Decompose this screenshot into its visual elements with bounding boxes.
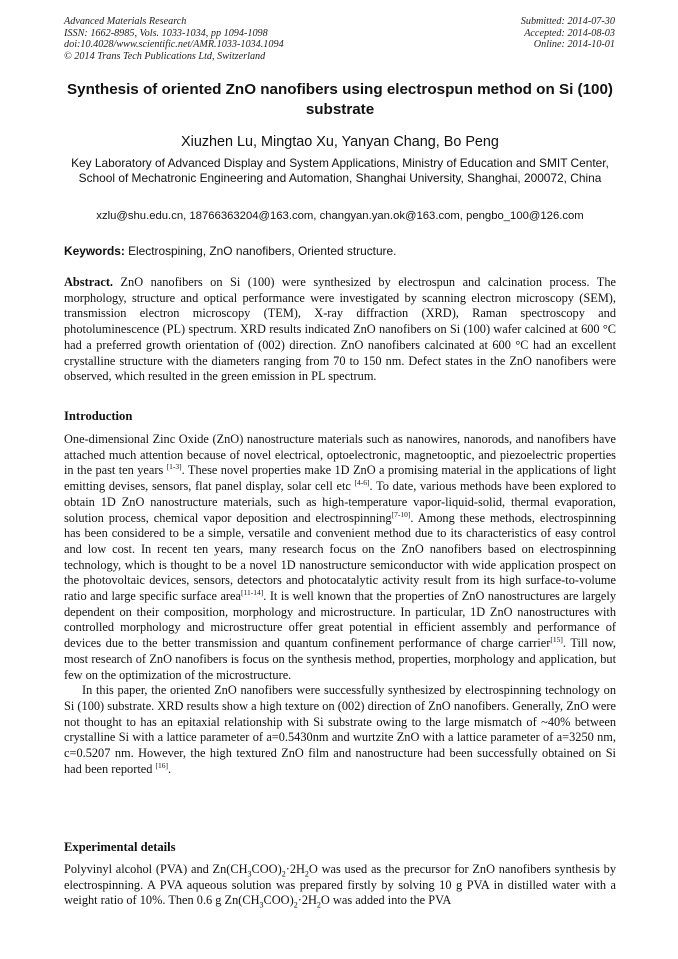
author-affiliation: Key Laboratory of Advanced Display and System Applications, Ministry of Education and SMIT Center, School of Mechatronic Engineering and Automation, Shanghai University, Shanghai, 200072, China	[71, 156, 609, 186]
citation: [7-10]	[391, 509, 411, 519]
text-run: COO)	[263, 893, 294, 908]
text-run: .	[168, 761, 172, 776]
introduction-paragraph-1	[64, 432, 616, 683]
text-run: . It is well known that the properties of ZnO nanostructures are largely dependent on their composition, morphology and microstructure. In particular, 1D ZnO nanostructures with controlled morphology and microstructure offer great potential in efficient assembly and performance of devices due to the better transmission and quantum confinement performance of charge carrier	[64, 589, 616, 651]
introduction-heading: Introduction	[64, 409, 133, 423]
experimental-body	[64, 862, 616, 909]
abstract-text: ZnO nanofibers on Si (100) were synthesized by electrospun and calcination process. The morphology, structure and optical performance were investigated by scanning electron microscopy (SEM), transmission electron microscopy (TEM), X-ray diffraction (XRD), Raman spectroscopy and photoluminescence (PL) spectrum. XRD results indicated ZnO nanofibers on Si (100) wafer calcined at 600 °C had a preferred growth orientation of (002) direction. ZnO nanofibers calcinated at 600 °C had an excellent crystalline structure with the diameters ranging from 70 to 150 nm. Defect states in the ZnO nanofibers were observed, which resulted in the green emission in PL spectrum.	[64, 275, 616, 384]
journal-doi: doi:10.4028/www.scientific.net/AMR.1033-1034.1094	[64, 39, 284, 51]
citation: [1-3]	[166, 462, 182, 472]
online-date: Online: 2014-10-01	[533, 39, 615, 51]
citation: [16]	[155, 760, 169, 770]
abstract	[64, 275, 616, 385]
text-run: . Among these methods, electrospinning has been considered to be a simple, versatile and convenient method due to its characteristics of easy control and low cost. In recent ten years, many research focus on the ZnO nanofibers based on electrospinning technology, which is thought to be a novel 1D nanostructure semiconductor with wide application prospect on the photovoltaic devices, sensors, detectors and photocatalytic activity result from its high surface-to-volume ratio and large specific surface area	[64, 510, 616, 604]
experimental-heading: Experimental details	[64, 840, 176, 854]
text-run: One-dimensional Zinc Oxide (ZnO) nanostructure materials such as nanowires, nanorods, and nanofibers have attached much attention because of novel electrical, optoelectronic, magnetooptic, and piezoelectric properties in the past ten years	[64, 432, 616, 478]
subscript: 2	[281, 869, 286, 879]
abstract-label: Abstract.	[64, 275, 114, 289]
text-run: O was added into the PVA	[320, 893, 452, 908]
subscript: 2	[293, 900, 298, 910]
subscript: 3	[259, 900, 264, 910]
journal-name: Advanced Materials Research	[64, 16, 187, 27]
paper-authors: Xiuzhen Lu, Mingtao Xu, Yanyan Chang, Bo Peng	[181, 134, 499, 150]
accepted-date: Accepted: 2014-08-03	[524, 27, 615, 39]
subscript: 3	[247, 869, 252, 879]
introduction-body	[64, 432, 616, 777]
text-run: Polyvinyl alcohol (PVA) and Zn(CH	[64, 862, 248, 876]
keywords-label: Keywords:	[64, 244, 125, 258]
text-run: In this paper, the oriented ZnO nanofibers were successfully synthesized by electrospinning technology on Si (100) substrate. XRD results show a high texture on (002) direction of ZnO nanofibers. Generally, ZnO were not thought to has an epitaxial relationship with Si substrate owing to the large mismatch of ~40% between crystalline Si with a lattice parameter of a=0.5430nm and wurtzite ZnO with a lattice parameter of a=3250 nm, c=0.5207 nm. However, the high textured ZnO film and nanostructure had been successfully obtained on Si had been reported	[64, 683, 616, 776]
keywords-text: Electrospining, ZnO nanofibers, Oriented structure.	[124, 244, 397, 258]
author-emails: xzlu@shu.edu.cn, 18766363204@163.com, changyan.yan.ok@163.com, pengbo_100@126.com	[96, 210, 584, 222]
text-run: ·2H	[285, 862, 305, 876]
text-run: . Till now, most research of ZnO nanofibers is focus on the synthesis method, properties, morphology and application, but few on the optimization of the microstructure.	[64, 636, 616, 682]
journal-copyright: © 2014 Trans Tech Publications Ltd, Switzerland	[64, 50, 266, 62]
subscript: 2	[316, 900, 321, 910]
citation: [11-14]	[241, 587, 264, 597]
journal-info	[64, 16, 284, 62]
subscript: 2	[304, 869, 309, 879]
text-run: . To date, various methods have been explored to obtain 1D ZnO nanostructure materials, such as high-temperature vapor-liquid-solid, thermal evaporation, solution process, chemical vapor deposition and electrospinning	[64, 479, 616, 525]
journal-issn: ISSN: 1662-8985, Vols. 1033-1034, pp 1094-1098	[64, 27, 268, 39]
submission-dates	[521, 16, 615, 51]
submitted-date: Submitted: 2014-07-30	[520, 16, 615, 27]
citation: [4-6]	[354, 478, 370, 487]
text-run: ·2H	[297, 893, 317, 908]
text-run: . These novel properties make 1D ZnO a promising material in the applications of light emitting devises, sensors, flat panel display, solar cell etc	[64, 463, 616, 494]
introduction-paragraph-2	[64, 683, 616, 777]
paper-title: Synthesis of oriented ZnO nanofibers using electrospun method on Si (100) substrate	[67, 81, 613, 118]
text-run: COO)	[251, 862, 282, 876]
citation: [15]	[550, 635, 563, 645]
experimental-paragraph	[64, 862, 616, 909]
text-run: O was used as the precursor for ZnO nanofibers synthesis by electrospinning. A PVA aqueous solution was prepared firstly by solving 10 g PVA in distilled water with a weight ratio of 10%. Then 0.6 g Zn(CH	[64, 862, 617, 908]
keywords	[64, 244, 616, 259]
